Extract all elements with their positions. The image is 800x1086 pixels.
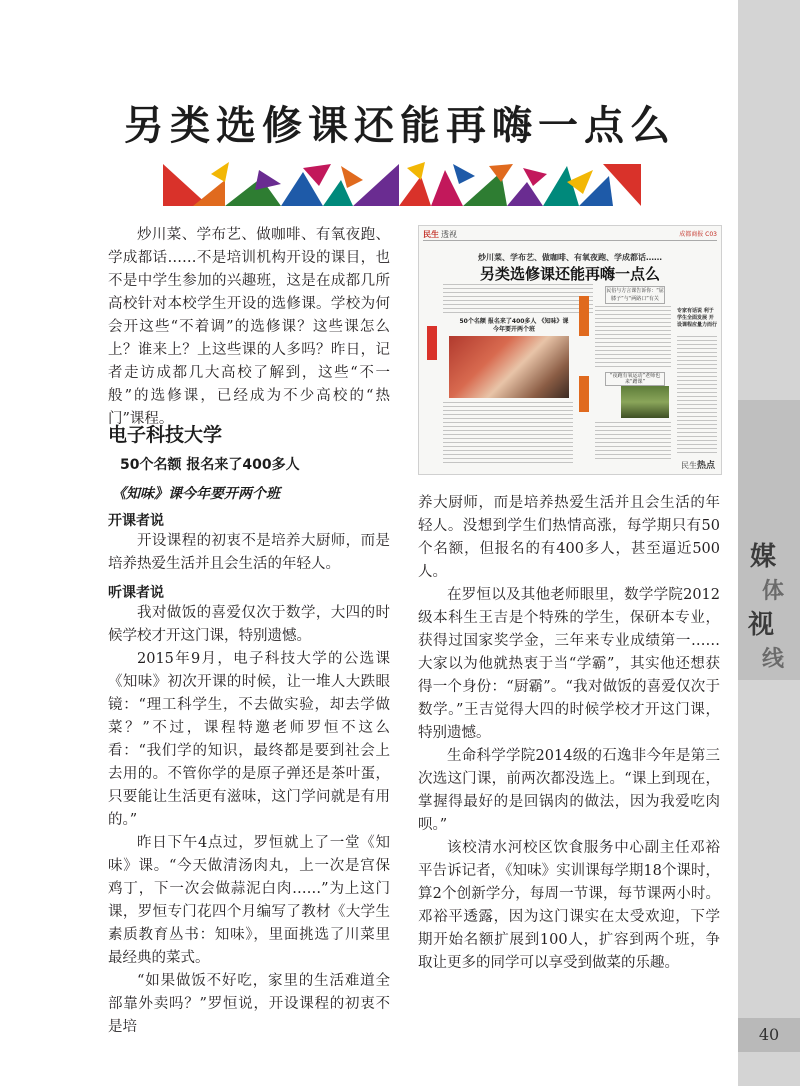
clipping-rule <box>423 240 717 241</box>
clipping-footer <box>681 458 715 471</box>
clipping-footer-word: 热点 <box>696 461 715 471</box>
left-column <box>108 530 390 1039</box>
clipping-text-block <box>595 306 671 368</box>
paragraph: “如果做饭不好吃，家里的生活难道全部靠外卖吗？”罗恒说，开设课程的初衷不是培 <box>108 973 390 1035</box>
clipping-text-block <box>677 336 717 456</box>
paragraph: 我对做饭的喜爱仅次于数学，大四的时候学校才开这门课，特别遗憾。 <box>108 605 390 644</box>
clipping-tag <box>579 376 589 412</box>
triangle <box>211 162 229 182</box>
triangle <box>399 176 431 206</box>
paragraph: 开设课程的初衷不是培养大厨师，而是培养热爱生活并且会生活的年轻人。 <box>108 533 390 572</box>
page-number: 40 <box>758 1025 780 1044</box>
paragraph: 养大厨师，而是培养热爱生活并且会生活的年轻人。没想到学生们热情高涨，每学期只有50个名额，但报名的有400多人，甚至逼近500人。 <box>418 495 720 580</box>
intro-text: 炒川菜、学布艺、做咖啡、有氧夜跑、学成都话……不是培训机构开设的课目，也不是中学生参加的兴趣班，这是在成都几所高校针对本校学生开设的选修课。学校为何会开这些“不着调”的选修课？这些课怎么上？谁来上？上这些课的人多吗？昨日，记者走访成都几大高校了解到，这些“不一般”的选修课，已经成为不少高校的“热门”课程。 <box>108 227 390 427</box>
clipping-tag <box>427 326 437 360</box>
clipping-box: “夜跑有氧运动”老师也来“蹭课” <box>605 372 665 386</box>
section-heading: 电子科技大学 <box>108 424 223 446</box>
triangle <box>507 182 543 206</box>
paragraph: 2015年9月，电子科技大学的公选课《知味》初次开课的时候，让一堆人大跌眼镜：“理工科学生，不去做实验，却去学做菜？”不过，课程特邀老师罗恒不这么看：“我们学的知识，最终都是要到社会上去用的。不管你学的是原子弹还是茶叶蛋，只要能让生活更有滋味，这门学问就是有用的。” <box>108 651 390 828</box>
clipping-footer-section: 民生 <box>680 461 697 470</box>
triangle <box>193 180 225 206</box>
clipping-tag <box>579 296 589 336</box>
paragraph: 昨日下午4点过，罗恒就上了一堂《知味》课。“今天做清汤肉丸，上一次是宫保鸡丁，下一次会做蒜泥白肉……”为上这门课，罗恒专门花四个月编写了教材《大学生素质教育丛书：知味》，里面挑选了川菜里最经典的菜式。 <box>108 835 390 966</box>
intro-paragraph <box>108 224 390 431</box>
decorative-triangles <box>163 160 641 206</box>
clipping-photo <box>449 336 569 398</box>
clipping-text-block <box>443 402 573 466</box>
spacer <box>108 576 390 602</box>
section-label-char: 体 <box>762 578 785 604</box>
paragraph: 在罗恒以及其他老师眼里，数学学院2012级本科生王吉是个特殊的学生，保研本专业，获得过国家奖学金，三年来专业成绩第一……大家以为他就热衷于当“学霸”，其实他还想获得一个身份：“厨霸”。“我对做饭的喜爱仅次于数学。”王吉觉得大四的时候学校才开这门课，特别遗憾。 <box>418 587 720 741</box>
page-title: 另类选修课还能再嗨一点么 <box>124 103 676 149</box>
section-label-char: 视 <box>748 610 775 640</box>
clipping-masthead: 成都商报 C03 <box>679 231 717 238</box>
clipping-section-word: 透视 <box>441 230 457 239</box>
triangle <box>353 164 399 206</box>
label-student: 听课者说 <box>108 585 164 601</box>
section-label-char: 媒 <box>750 542 777 572</box>
clipping-kicker: 炒川菜、学布艺、做咖啡、有氧夜跑、学成都话…… <box>478 253 662 262</box>
right-column <box>418 492 720 975</box>
clipping-section-label: 民生 <box>423 230 439 239</box>
triangle <box>341 166 363 188</box>
subheading: 50个名额 报名来了400多人 <box>120 457 300 473</box>
label-teacher: 开课者说 <box>108 513 164 529</box>
clipping-photo <box>621 386 669 418</box>
clipping-side-note: 专家有话说 利于学生全面发展 开设课程应量力而行 <box>677 308 718 328</box>
triangle <box>407 162 425 180</box>
newspaper-clipping <box>418 225 722 475</box>
clipping-headline: 另类选修课还能再嗨一点么 <box>479 265 660 283</box>
triangle <box>489 164 513 182</box>
triangle <box>453 164 475 184</box>
paragraph: 该校清水河校区饮食服务中心副主任邓裕平告诉记者，《知味》实训课每学期18个课时，算2个创新学分，每周一节课，每节课两小时。邓裕平透露，因为这门课实在太受欢迎，下学期开始名额扩展到100人，扩容到两个班，争取让更多的同学可以享受到做菜的乐趣。 <box>418 840 720 971</box>
paragraph: 生命科学学院2014级的石逸非今年是第三次选这门课，前两次都没选上。“课上到现在，掌握得最好的是回锅肉的做法，因为我爱吃肉呗。” <box>418 748 720 833</box>
clipping-section <box>423 229 457 240</box>
clipping-text-block <box>443 284 593 314</box>
clipping-box: 民俗与方言课告诉你：“屈膝子”与“两路口”有关 <box>606 288 664 302</box>
section-label <box>744 540 794 676</box>
triangle <box>255 170 281 190</box>
section-label-char: 线 <box>762 646 785 672</box>
subheading: 《知味》课今年要开两个班 <box>112 486 280 502</box>
clipping-subhead: 50个名额 报名来了400多人 《知味》课今年要开两个班 <box>459 318 569 333</box>
clipping-text-block <box>595 422 671 462</box>
